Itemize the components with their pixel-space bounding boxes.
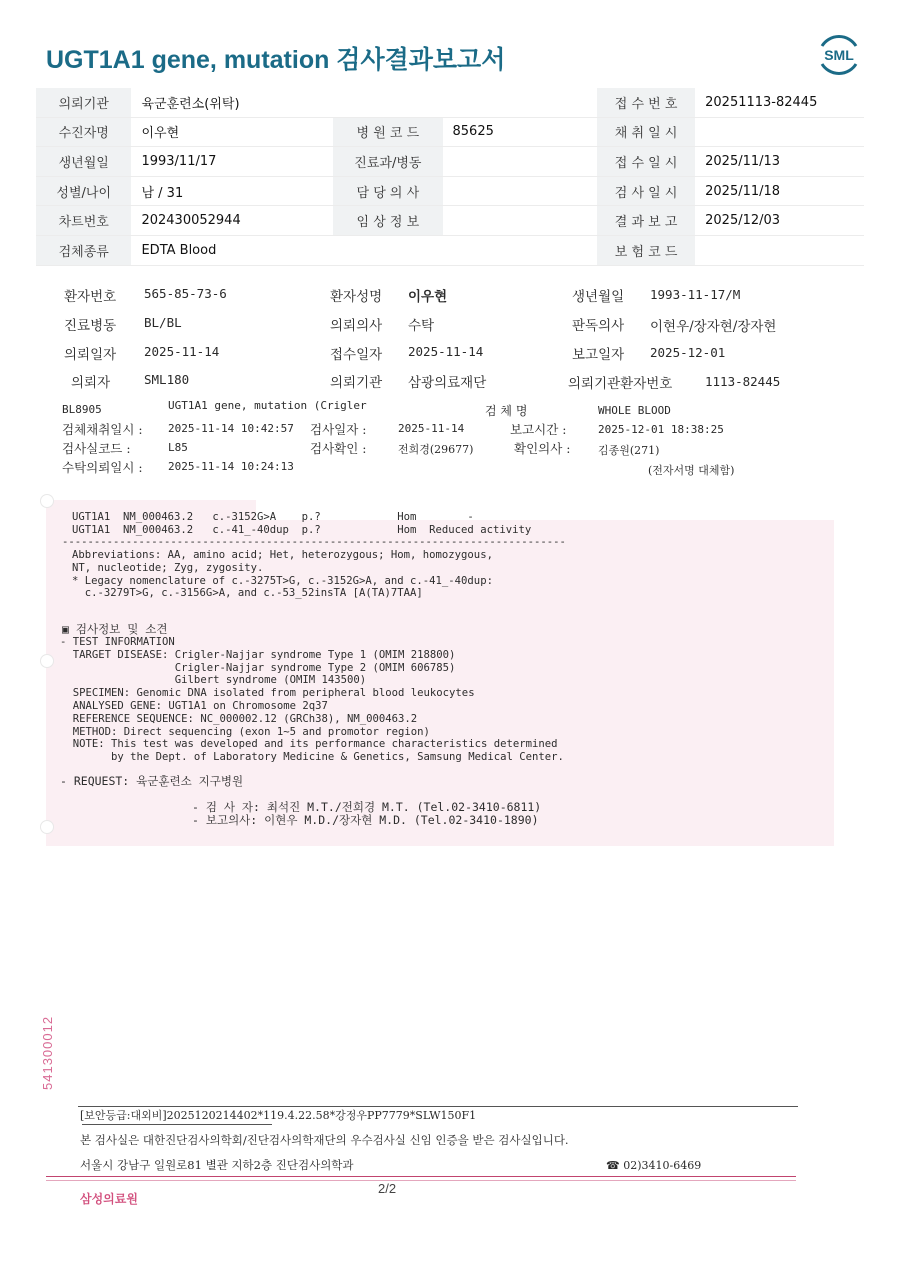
consign: 2025-11-14 10:24:13 — [168, 460, 294, 473]
header-table — [36, 88, 864, 266]
patient-name-label: 환자성명 — [330, 289, 383, 305]
recv-date: 2025-11-14 — [408, 344, 484, 359]
esign-note: (전자서명 대체함) — [648, 464, 735, 477]
confirm-label: 확인의사 : — [514, 441, 571, 456]
requester-label: 의뢰자 — [71, 375, 111, 391]
header-label: 의뢰기관 — [36, 88, 131, 117]
header-label: 생년월일 — [36, 147, 131, 177]
brand-name: 삼성의료원 — [80, 1192, 138, 1206]
header-label — [333, 235, 442, 265]
header-label: 병 원 코 드 — [333, 117, 442, 147]
header-value: EDTA Blood — [131, 235, 333, 265]
header-label: 담 당 의 사 — [333, 176, 442, 206]
ward-label: 진료병동 — [64, 318, 117, 334]
header-value: 85625 — [443, 117, 598, 147]
footer-line — [46, 1176, 796, 1177]
requester: SML180 — [144, 372, 190, 387]
logo-text: SML — [824, 47, 854, 63]
specimen: WHOLE BLOOD — [598, 404, 671, 417]
lab-code: L85 — [168, 441, 188, 454]
header-label: 접 수 일 시 — [597, 147, 695, 177]
header-label: 검체종류 — [36, 235, 131, 265]
header-value — [443, 235, 598, 265]
specimen-label: 검 체 명 — [485, 404, 528, 418]
report-time-label: 보고시간 : — [510, 422, 567, 437]
header-row — [36, 235, 864, 265]
header-value — [695, 235, 864, 265]
test-code: BL8905 — [62, 403, 102, 416]
header-label: 성별/나이 — [36, 176, 131, 206]
patient-no-label: 환자번호 — [64, 289, 117, 305]
header-value: 202430052944 — [131, 206, 333, 236]
header-label: 보 험 코 드 — [597, 235, 695, 265]
header-label — [333, 88, 442, 117]
header-value: 남 / 31 — [131, 176, 333, 206]
divider: ------------------------------------------------------------------------------- — [62, 536, 566, 548]
punch-hole — [40, 654, 54, 668]
dob-label: 생년월일 — [572, 289, 625, 305]
header-label: 수진자명 — [36, 117, 131, 147]
footer-rule-short — [82, 1124, 272, 1125]
header-value: 육군훈련소(위탁) — [131, 88, 333, 117]
header-label: 차트번호 — [36, 206, 131, 236]
collect-label: 검체채취일시 : — [62, 422, 143, 437]
header-row — [36, 117, 864, 147]
report-time: 2025-12-01 18:38:25 — [598, 423, 724, 436]
reader: 이현우/장자현/장자현 — [650, 319, 777, 335]
header-label: 채 취 일 시 — [597, 117, 695, 147]
punch-hole — [40, 494, 54, 508]
header-row — [36, 176, 864, 206]
req-doctor: 수탁 — [408, 318, 435, 334]
address: 서울시 강남구 일원로81 별관 지하2층 진단검사의학과 — [80, 1158, 354, 1172]
header-row — [36, 88, 864, 117]
header-value — [443, 147, 598, 177]
test-date: 2025-11-14 — [398, 422, 465, 435]
header-value: 이우현 — [131, 117, 333, 147]
tester: 전희경(29677) — [398, 443, 474, 456]
sml-logo — [816, 32, 862, 78]
header-value: 2025/11/18 — [695, 176, 864, 206]
org-patient-no: 1113-82445 — [705, 374, 781, 389]
collect: 2025-11-14 10:42:57 — [168, 422, 294, 435]
header-value: 20251113-82445 — [695, 88, 864, 117]
header-value — [695, 117, 864, 147]
punch-hole — [40, 820, 54, 834]
phone: ☎ 02)3410-6469 — [606, 1159, 702, 1172]
cert-statement: 본 검사실은 대한진단검사의학회/진단검사의학재단의 우수검사실 신임 인증을 받은 검사실입니다. — [80, 1133, 569, 1147]
req-doctor-label: 의뢰의사 — [330, 318, 383, 334]
req-org: 삼광의료재단 — [408, 375, 487, 391]
info-heading: ▣ 검사정보 및 소견 — [62, 622, 168, 636]
header-label: 결 과 보 고 — [597, 206, 695, 236]
security-line: [보안등급:대외비]2025120214402*119.4.22.58*강정우PP7779*SLW150F1 — [80, 1109, 477, 1122]
consign-label: 수탁의뢰일시 : — [62, 460, 143, 475]
page-title: UGT1A1 gene, mutation 검사결과보고서 — [46, 46, 506, 74]
patient-name: 이우현 — [408, 289, 448, 305]
header-value: 1993/11/17 — [131, 147, 333, 177]
org-patient-no-label: 의뢰기관환자번호 — [568, 376, 673, 392]
lab-code-label: 검사실코드 : — [62, 441, 131, 456]
header-label: 진료과/병동 — [333, 147, 442, 177]
header-value: 2025/11/13 — [695, 147, 864, 177]
reader-label: 판독의사 — [572, 318, 625, 334]
footer-line-2 — [46, 1180, 796, 1181]
request: - REQUEST: 육군훈련소 지구병원 — [60, 774, 244, 788]
side-serial-number: 541300012 — [40, 1015, 55, 1090]
page-number: 2/2 — [378, 1181, 397, 1196]
req-date: 2025-11-14 — [144, 344, 220, 359]
header-value — [443, 176, 598, 206]
header-row — [36, 206, 864, 236]
req-org-label: 의뢰기관 — [330, 375, 383, 391]
patient-no: 565-85-73-6 — [144, 286, 227, 301]
variant-table: UGT1A1 NM_000463.2 c.-3152G>A p.? Hom - UGT1A1 NM_000463.2 c.-41_-40dup p.? Hom Reduced activity — [72, 511, 532, 536]
header-value — [443, 88, 598, 117]
report-date-label: 보고일자 — [572, 347, 625, 363]
header-value: 2025/12/03 — [695, 206, 864, 236]
test-information: - TEST INFORMATION TARGET DISEASE: Crigler-Najjar syndrome Type 1 (OMIM 218800) Crigler-Najjar syndrome Type 2 (OMIM 606785) Gilbert syndrome (OMIM 143500) SPECIMEN: Genomic DNA isolated from peripheral blood leukocytes ANALYSED GENE: UGT1A1 on Chromosome 2q37 REFERENCE SEQUENCE: NC_000002.12 (GRCh38), NM_000463.2 METHOD: Direct sequencing (exon 1~5 and promotor region) NOTE: This test was developed and its performance characteristics determined by the Dept. of Laboratory Medicine & Genetics, Samsung Medical Center. — [60, 636, 564, 764]
confirm: 김종원(271) — [598, 444, 660, 457]
header-label: 임 상 정 보 — [333, 206, 442, 236]
test-date-label: 검사일자 : — [310, 422, 367, 437]
header-label: 접 수 번 호 — [597, 88, 695, 117]
header-value — [443, 206, 598, 236]
signers: - 검 사 자: 최석진 M.T./전희경 M.T. (Tel.02-3410-6811) - 보고의사: 이현우 M.D./장자현 M.D. (Tel.02-3410-1890) — [192, 800, 542, 827]
recv-date-label: 접수일자 — [330, 347, 383, 363]
test-name: UGT1A1 gene, mutation (Crigler — [168, 399, 367, 412]
req-date-label: 의뢰일자 — [64, 347, 117, 363]
header-label: 검 사 일 시 — [597, 176, 695, 206]
abbreviations: Abbreviations: AA, amino acid; Het, heterozygous; Hom, homozygous, NT, nucleotide; Zyg, zygosity. * Legacy nomenclature of c.-3275T>G, c.-3152G>A, and c.-41_-40dup: c.-3279T>G, c.-3156G>A, and c.-53_52insTA [A(TA)7TAA] — [72, 549, 493, 600]
report-date: 2025-12-01 — [650, 345, 726, 360]
tester-label: 검사확인 : — [310, 441, 367, 456]
ward: BL/BL — [144, 315, 182, 330]
dob: 1993-11-17/M — [650, 287, 741, 302]
header-row — [36, 147, 864, 177]
